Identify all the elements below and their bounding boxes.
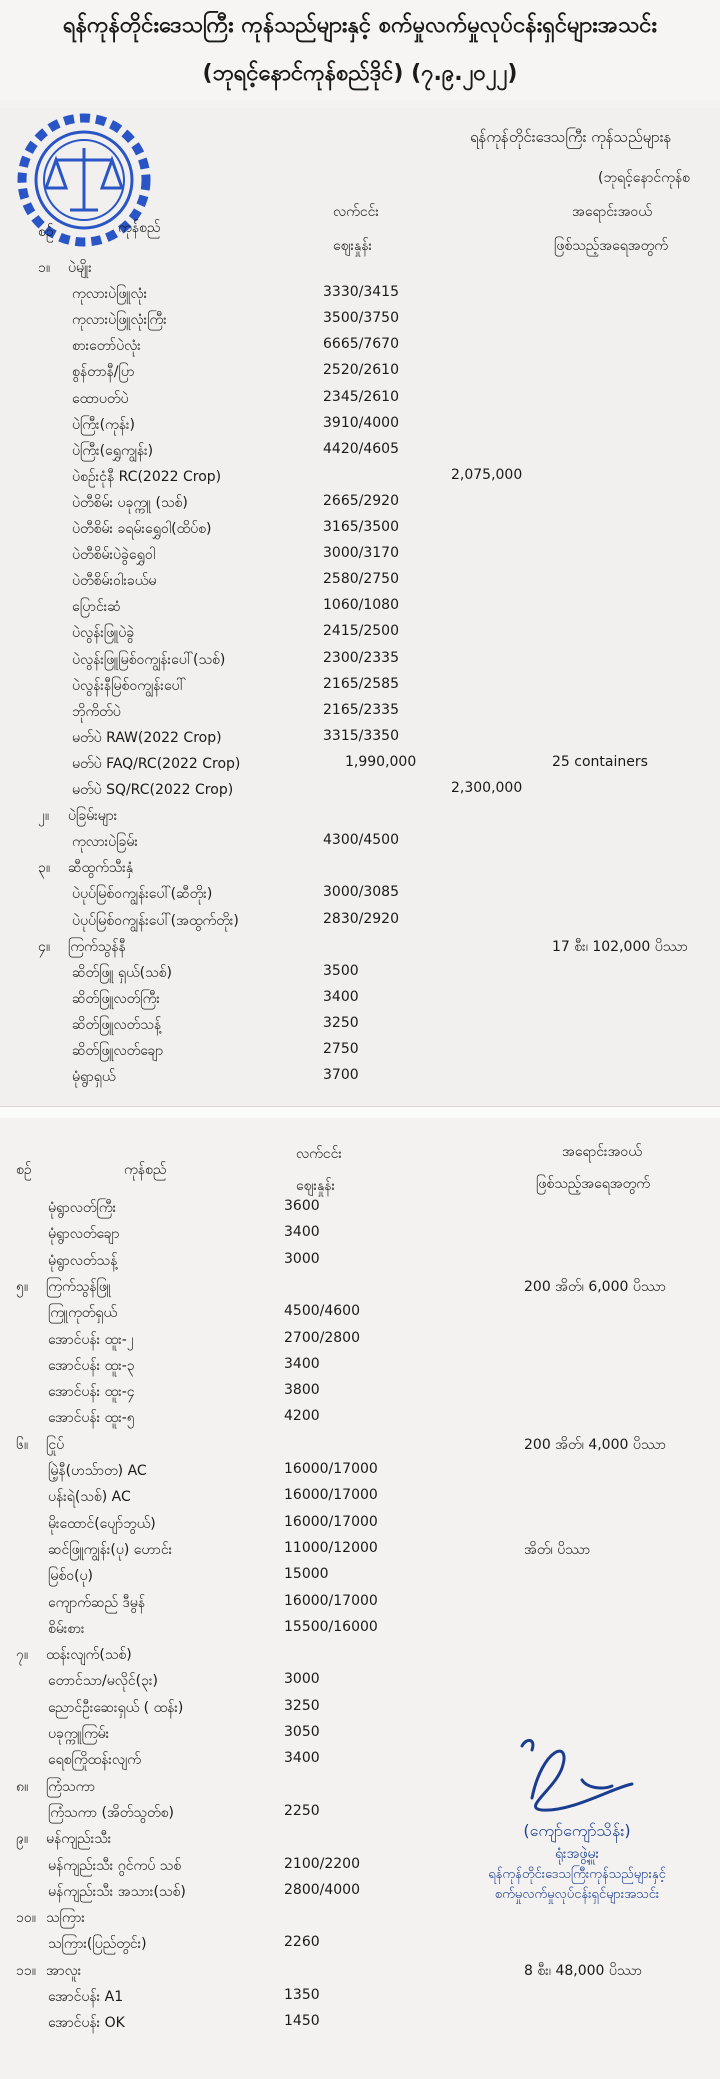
row-number: ၄။ [38,938,51,955]
table-row [0,907,720,933]
item-name: ပြောင်းဆံ [72,599,121,616]
col-remark-top-2: အရောင်းအဝယ် [562,1144,642,1160]
table-row [0,1957,720,1983]
item-name: ကြံသကာ (အိတ်သွတ်စ) [48,1804,174,1821]
row-number: ၅။ [16,1278,29,1295]
col-no: စဉ် [38,224,54,240]
price-value: 3700 [323,1067,359,1084]
price-value: 2520/2610 [323,362,399,379]
table-row [0,1536,720,1562]
price-value: 4500/4600 [284,1303,360,1320]
table-row [0,332,720,358]
table-row [0,854,720,880]
col-item: ကုန်စည် [118,220,161,236]
volume-remark: 200 အိတ်၊ 6,000 ပိဿာ [524,1278,666,1295]
price-value: 2260 [284,1934,320,1951]
price-value: 15000 [284,1566,329,1583]
price-value: 3800 [284,1382,320,1399]
item-name: ကုလားပဲဖြူလုံး [72,286,148,303]
price-value: 15500/16000 [284,1618,378,1635]
item-name: မတ်ပဲ SQ/RC(2022 Crop) [72,782,234,798]
item-name: ပဲပုပ်မြစ်ဝကျွန်းပေါ်(ဆီတိုး) [72,886,213,903]
table-row [0,1011,720,1037]
table-row [0,1404,720,1430]
item-name: အောင်ပန်း ထူး-၃ [48,1357,135,1374]
price-value: 1350 [284,1987,320,2003]
price-value: 6665/7670 [323,336,399,353]
table-row [0,1694,720,1720]
table-row [0,776,720,802]
header-title: ရန်ကုန်တိုင်းဒေသကြီး ကုန်သည်များနှင့် စက်မှုလက်မှုလုပ်ငန်းရှင်များအသင်း [62,13,658,38]
item-name: ဘိုကိတ်ပဲ [72,703,121,720]
category-label: ဆီထွက်သီးနှံ [68,860,134,877]
table-row [0,619,720,645]
item-name: ဆိတ်ဖြူလတ်ချော [72,1043,164,1059]
table-row [0,828,720,854]
item-name: ဆိတ်ဖြူလတ်သန့် [72,1016,162,1033]
category-label: ငြုပ် [46,1436,65,1453]
price-value: 11000/12000 [284,1539,378,1556]
table-row [0,1037,720,1063]
price-value: 2165/2335 [323,701,399,718]
price-value: 4200 [284,1408,320,1425]
price-value: 3000 [284,1250,320,1267]
table-row [0,1063,720,1089]
table-row [0,411,720,437]
item-name: မြစ်ဝ(ပု) [48,1568,93,1585]
item-name: ဆိတ်ဖြူ ရှယ်(သစ်) [72,964,172,981]
price-value: 4420/4605 [323,440,399,457]
item-name: အောင်ပန်း ထူး-၂ [48,1331,134,1348]
price-value: 3400 [284,1355,320,1372]
item-name: အောင်ပန်း A1 [48,1989,124,2005]
price-value: 2580/2750 [323,571,399,588]
signature-block [462,1728,692,1908]
price-value: 16000/17000 [284,1592,378,1609]
signer-org-2: စက်မှုလက်မှုလုပ်ငန်းရှင်များအသင်း [494,1887,660,1902]
item-name: ရေစကြိုထန်းလျက် [48,1752,141,1769]
table-row [0,1326,720,1352]
table-row [0,1220,720,1246]
price-value: 3000/3170 [323,545,399,562]
price-value: 2665/2920 [323,492,399,509]
item-name: မုံရွာလတ်သန့် [48,1252,118,1269]
table-row [0,1352,720,1378]
item-name: သကြား(ပြည်တွင်း) [48,1936,147,1953]
table-row [0,385,720,411]
row-number: ၃။ [38,860,51,877]
price-value: 3250 [323,1014,359,1031]
price-value: 3330/3415 [323,284,399,301]
price-value: 16000/17000 [284,1487,378,1504]
col-item-2: ကုန်စည် [124,1162,167,1178]
price-value: 2800/4000 [284,1881,360,1898]
price-value: 3500/3750 [323,310,399,327]
table-row [0,1194,720,1220]
item-name: မတ်ပဲ FAQ/RC(2022 Crop) [72,755,241,772]
price-value: 2750 [323,1041,359,1057]
price-value: 3910/4000 [323,414,399,431]
row-number: ၂။ [38,808,50,825]
table-row [0,254,720,280]
category-label: ပဲခြမ်းများ [68,808,118,825]
table-row [0,1431,720,1457]
header-subtitle: (ဘုရင့်နောင်ကုန်စည်ဒိုင်) (၇.၉.၂၀၂၂) [202,61,518,86]
item-name: တောင်သာ/မလိုင်(၃း) [48,1673,159,1690]
item-name: ကုလားပဲဖြူလုံးကြီး [72,312,167,329]
table-row [0,1589,720,1615]
item-name: စားတော်ပဲလုံး [72,338,141,355]
price-value: 3250 [284,1697,320,1714]
table-row [0,985,720,1011]
item-name: အောင်ပန်း ထူး-၅ [48,1410,135,1427]
table-row [0,437,720,463]
item-name: ဆိတ်ဖြူလတ်ကြီး [72,990,160,1007]
table-row [0,750,720,776]
signer-org-1: ရန်ကုန်တိုင်းဒေသကြီးကုန်သည်များနှင့် [488,1867,666,1882]
item-name: မုံရွာရှယ် [72,1069,116,1086]
item-name: ညောင်ဦးဆေးရှယ် ( ထန်း) [48,1699,184,1716]
table-row [0,1273,720,1299]
table-row [0,1457,720,1483]
table-row [0,1483,720,1509]
table-row [0,1667,720,1693]
table-row [0,724,720,750]
volume-remark: 8 စီး၊ 48,000 ပိဿာ [524,1962,642,1979]
category-label: ကြက်သွန်ဖြူ [46,1278,111,1295]
volume-remark: 200 အိတ်၊ 4,000 ပိဿာ [524,1436,666,1453]
item-name: အောင်ပန်း ထူး-၄ [48,1384,135,1401]
table-row [0,593,720,619]
table-row [0,880,720,906]
table-row [0,541,720,567]
price-value: 2,300,000 [451,780,523,796]
price-value: 2345/2610 [323,388,399,405]
volume-remark: 17 စီး၊ 102,000 ပိဿာ [552,938,688,955]
document-header [0,0,720,100]
price-value: 3165/3500 [323,519,399,535]
item-name: ပဲတီစိမ်းပဲခွဲရွှေဝါ [72,547,156,564]
item-name: စိမ်းစား [48,1620,85,1637]
row-number: ၈။ [16,1778,29,1795]
table-row [0,1641,720,1667]
price-value: 3315/3350 [323,727,399,744]
panel1-org-title: ရန်ကုန်တိုင်းဒေသကြီး ကုန်သည်များန [470,128,672,146]
table-row [0,2009,720,2035]
signer-name: (ကျော်ကျော်သိန်း) [523,1821,631,1840]
table-row [0,1615,720,1641]
item-name: ပဲတီစိမ်းဝါးခယ်မ [72,573,157,590]
table-row [0,1930,720,1956]
item-name: မုံရွာလတ်ချော [48,1226,120,1243]
price-value: 3400 [323,988,359,1005]
item-name: ပဲတီစိမ်း ပခုက္ကူ (သစ်) [72,494,188,511]
item-name: ပဲလွန်းနီမြစ်ဝကျွန်းပေါ် [72,677,186,694]
price-value: 1,990,000 [345,753,417,770]
col-price-top-2: လက်ငင်း [296,1146,342,1162]
signer-title: ရုံးအဖွဲ့မှူး [555,1846,599,1862]
item-name: ကြူကုတ်ရှယ် [48,1305,118,1322]
category-label: ကြံသကာ [46,1778,96,1795]
row-number: ၁၁။ [16,1962,36,1979]
price-value: 3000/3085 [323,884,399,901]
item-name: ပန်းရဲ(သစ်) AC [48,1489,131,1506]
price-value: 2165/2585 [323,675,399,692]
price-value: 3400 [284,1750,320,1767]
item-name: ကုလားပဲခြမ်း [72,834,138,851]
volume-remark: 25 containers [552,753,648,770]
price-value: 2700/2800 [284,1329,360,1346]
item-name: အောင်ပန်း OK [48,2015,125,2032]
table-row [0,672,720,698]
category-label: မန်ကျည်းသီး [46,1831,112,1848]
price-value: 2300/2335 [323,649,399,666]
col-price-bottom-2: ဈေးနှုန်း [296,1178,336,1194]
price-value: 2,075,000 [451,466,523,483]
table-row [0,306,720,332]
col-remark-top: အရောင်းအဝယ် [572,204,652,220]
price-value: 1450 [284,2013,320,2030]
item-name: ကျောက်ဆည် ဒီမွန် [48,1594,146,1611]
table-row [0,463,720,489]
item-name: ပဲကြီး(ကုန်း) [72,416,136,433]
price-value: 3600 [284,1198,320,1214]
table-row [0,515,720,541]
item-name: မန်ကျည်းသီး ဂွင်ကပ် သစ် [48,1857,182,1874]
row-number: ၆။ [16,1436,29,1453]
item-name: ပဲပုပ်မြစ်ဝကျွန်းပေါ်(အထွက်တိုး) [72,912,239,929]
table-row [0,280,720,306]
table-row [0,1378,720,1404]
price-value: 4300/4500 [323,832,399,849]
category-label: ကြက်သွန်နီ [68,938,126,955]
item-name: ပဲလွန်းဖြူမြစ်ဝကျွန်းပေါ်(သစ်) [72,651,226,668]
category-label: ထန်းလျက်(သစ်) [46,1647,132,1664]
price-value: 3400 [284,1224,320,1241]
volume-remark: အိတ်၊ ပိဿာ [524,1541,591,1558]
price-value: 16000/17000 [284,1513,378,1530]
table-row [0,1562,720,1588]
row-number: ၉။ [16,1831,29,1848]
item-name: ပဲကြီး(ရွှေကျွန်း) [72,442,154,459]
item-name: စွန်တာနီ/ပြာ [72,364,135,381]
item-name: ပခုက္ကူကြမ်း [48,1726,110,1742]
item-name: ပဲလွန်းဖြူပဲခွဲ [72,625,135,642]
table-row [0,698,720,724]
item-name: ပဲတီစိမ်း ခရမ်းရွှေဝါ(ထိပ်စ) [72,521,212,537]
table-row [0,646,720,672]
category-label: အာလူး [46,1962,82,1979]
row-number: ၇။ [16,1647,29,1664]
item-name: မိုးထောင်(ပျော်ဘွယ်) [48,1515,156,1532]
item-name: မန်ကျည်းသီး အသား(သစ်) [48,1883,186,1900]
row-number: ၁။ [38,260,51,276]
table-row [0,1247,720,1273]
table-row [0,358,720,384]
col-price-top: လက်ငင်း [333,204,379,220]
item-name: ထောပတ်ပဲ [72,390,129,407]
table-row [0,933,720,959]
price-value: 16000/17000 [284,1461,378,1477]
col-remark-bottom-2: ဖြစ်သည့်အရေအတွက် [536,1176,650,1192]
table-row [0,1299,720,1325]
item-name: မုံရွာလတ်ကြီး [48,1200,117,1216]
price-value: 3050 [284,1724,320,1740]
price-value: 1060/1080 [323,597,399,614]
col-no-2: စဉ် [16,1162,32,1178]
row-number: ၁၀။ [16,1910,36,1927]
price-value: 3500 [323,962,359,979]
table-row [0,802,720,828]
table-row [0,489,720,515]
col-remark-bottom: ဖြစ်သည့်အရေအတွက် [554,238,668,254]
signature-icon [462,1728,692,1818]
price-value: 2250 [284,1802,320,1819]
item-name: မြဲ့နီ(ဟသ်ာတ) AC [48,1463,147,1479]
item-name: ပဲစဉ်းငုံနီ RC(2022 Crop) [72,468,222,485]
price-value: 2830/2920 [323,910,399,927]
item-name: ဆင်ဖြူကျွန်း(ပု) ဟောင်း [48,1541,173,1558]
item-name: မတ်ပဲ RAW(2022 Crop) [72,729,222,746]
price-value: 2100/2200 [284,1855,360,1872]
table-row [0,1983,720,2009]
category-label: ပဲမျိုး [68,260,92,276]
table-row [0,959,720,985]
price-value: 2415/2500 [323,623,399,640]
col-price-bottom: ဈေးနှုန်း [333,238,373,254]
price-value: 3000 [284,1671,320,1688]
panel1-org-subtitle: (ဘုရင့်နောင်ကုန်စ [598,170,690,186]
category-label: သကြား [46,1910,85,1927]
table-row [0,1510,720,1536]
table-row [0,567,720,593]
